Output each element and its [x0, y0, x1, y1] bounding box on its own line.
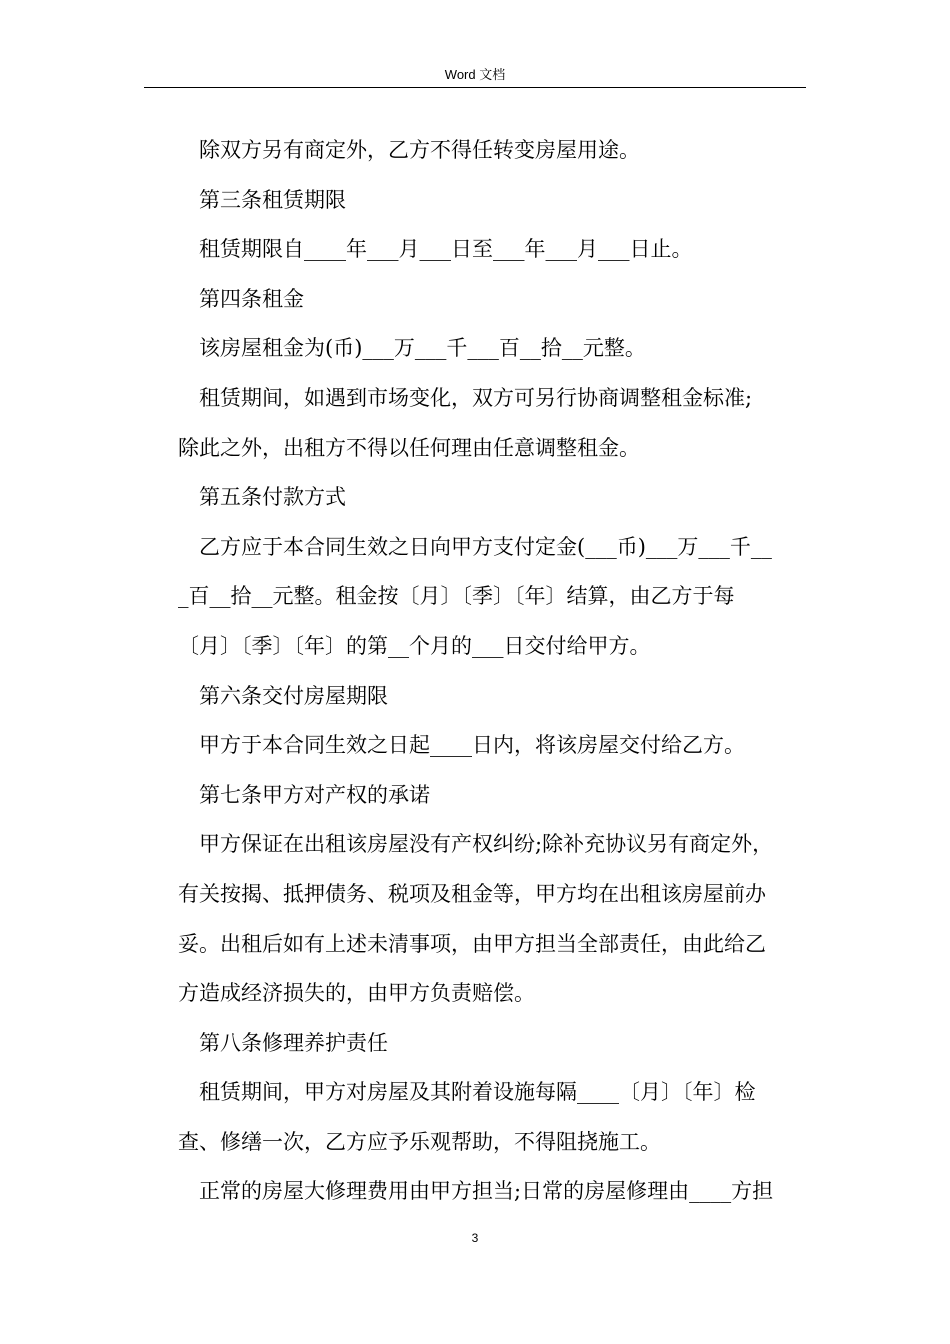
paragraph-line: 除双方另有商定外，乙方不得任转变房屋用途。 [199, 138, 640, 162]
paragraph-line: _百__拾__元整。租金按〔月〕〔季〕〔年〕结算，由乙方于每 [178, 584, 735, 609]
paragraph-line: 甲方于本合同生效之日起____日内，将该房屋交付给乙方。 [199, 733, 745, 758]
paragraph-line: 甲方保证在出租该房屋没有产权纠纷;除补充协议另有商定外， [199, 832, 774, 857]
paragraph-line: 租赁期限自____年___月___日至___年___月___日止。 [199, 237, 693, 262]
paragraph-line: 租赁期间，如遇到市场变化，双方可另行协商调整租金标准; [199, 385, 753, 410]
paragraph-line: 查、修缮一次，乙方应予乐观帮助，不得阻挠施工。 [178, 1129, 661, 1154]
section-heading: 第四条租金 [199, 286, 304, 311]
section-heading: 第八条修理养护责任 [199, 1030, 388, 1055]
section-heading: 第六条交付房屋期限 [199, 683, 388, 708]
section-heading: 第三条租赁期限 [199, 187, 346, 212]
paragraph-line: 妥。出租后如有上述未清事项，由甲方担当全部责任，由此给乙 [178, 931, 766, 956]
paragraph-line: 有关按揭、抵押债务、税项及租金等，甲方均在出租该房屋前办 [178, 881, 766, 906]
paragraph-line: 租赁期间，甲方对房屋及其附着设施每隔____〔月〕〔年〕检 [199, 1080, 756, 1105]
section-heading: 第七条甲方对产权的承诺 [199, 782, 430, 807]
header-rule [144, 87, 806, 88]
paragraph-line: 除此之外，出租方不得以任何理由任意调整租金。 [178, 435, 640, 460]
paragraph-line: 乙方应于本合同生效之日向甲方支付定金(___币)___万___千__ [199, 534, 772, 559]
page-number: 3 [471, 1231, 479, 1245]
paragraph-line: 方造成经济损失的，由甲方负责赔偿。 [178, 981, 535, 1006]
document-body [178, 126, 806, 1217]
paragraph-line: 该房屋租金为(币)___万___千___百__拾__元整。 [199, 336, 646, 361]
paragraph-line: 正常的房屋大修理费用由甲方担当;日常的房屋修理由____方担 [199, 1179, 774, 1204]
paragraph-line: 〔月〕〔季〕〔年〕的第__个月的___日交付给甲方。 [178, 633, 651, 658]
page-header: Word 文档 [444, 67, 506, 82]
section-heading: 第五条付款方式 [199, 485, 346, 510]
